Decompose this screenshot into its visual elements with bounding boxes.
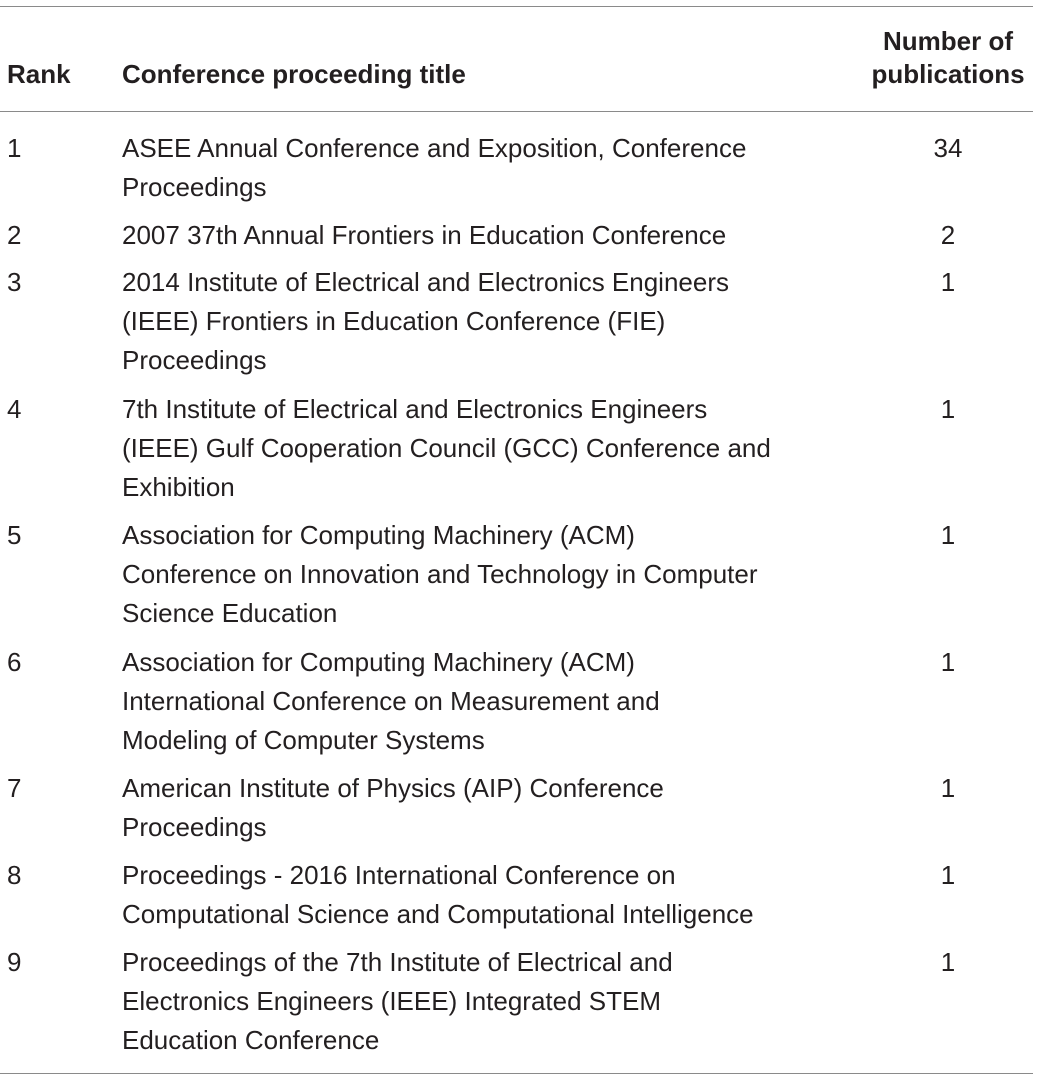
header-count-line-2: publications [871,59,1025,89]
title-line: 7th Institute of Electrical and Electronics Engineers [122,394,708,424]
count-cell: 2 [940,220,956,250]
rank-cell: 1 [7,133,22,163]
title-line: Conference on Innovation and Technology in Computer [122,559,758,589]
count-cell: 1 [940,267,956,297]
count-cell: 1 [940,520,956,550]
title-line: Proceedings [122,812,267,842]
table-row [0,129,1039,216]
title-line: 2014 Institute of Electrical and Electronics Engineers [122,267,730,297]
title-line: Proceedings of the 7th Institute of Electrical and [122,947,673,977]
count-cell: 1 [940,947,956,977]
rank-cell: 9 [7,947,22,977]
table-top-rule [0,6,1033,7]
table-row [0,856,1039,943]
count-cell: 1 [940,773,956,803]
title-line: Association for Computing Machinery (ACM) [122,520,635,550]
title-line: Association for Computing Machinery (ACM) [122,647,635,677]
title-cell [122,769,822,847]
table-header-row [0,24,1039,104]
title-line: Modeling of Computer Systems [122,725,485,755]
title-line: Proceedings [122,345,267,375]
table-row [0,263,1039,390]
title-line: 2007 37th Annual Frontiers in Education Conference [122,220,727,250]
rank-cell: 7 [7,773,22,803]
title-line: Electronics Engineers (IEEE) Integrated STEM [122,986,662,1016]
table-row [0,390,1039,516]
table-bottom-rule [0,1073,1033,1074]
header-number-of-publications [858,25,1038,91]
title-line: Science Education [122,598,338,628]
table-body [0,129,1039,1069]
table-row [0,516,1039,643]
title-line: Exhibition [122,472,235,502]
rank-cell: 6 [7,647,22,677]
count-cell: 1 [940,860,956,890]
rank-cell: 8 [7,860,22,890]
title-line: American Institute of Physics (AIP) Conference [122,773,664,803]
header-rank: Rank [7,59,71,89]
table-row [0,769,1039,856]
title-line: Education Conference [122,1025,380,1055]
table-header-rule [0,111,1033,112]
title-cell [122,129,822,207]
rank-cell: 3 [7,267,22,297]
title-line: (IEEE) Frontiers in Education Conference (FIE) [122,306,666,336]
title-cell [122,390,822,507]
header-count-line-1: Number of [883,26,1013,56]
rank-cell: 5 [7,520,22,550]
title-cell [122,856,822,934]
count-cell: 1 [940,394,956,424]
rank-cell: 4 [7,394,22,424]
header-conference-title: Conference proceeding title [122,59,466,89]
title-cell [122,216,822,255]
title-line: Proceedings [122,172,267,202]
title-line: Computational Science and Computational Intelligence [122,899,754,929]
title-cell [122,943,822,1060]
table-row [0,216,1039,263]
count-cell: 34 [933,133,963,163]
title-line: International Conference on Measurement and [122,686,660,716]
title-cell [122,263,822,380]
count-cell: 1 [940,647,956,677]
title-cell [122,516,822,633]
table-row [0,643,1039,769]
rank-cell: 2 [7,220,22,250]
table-row [0,943,1039,1069]
title-cell [122,643,822,760]
title-line: Proceedings - 2016 International Conference on [122,860,676,890]
title-line: ASEE Annual Conference and Exposition, Conference [122,133,747,163]
title-line: (IEEE) Gulf Cooperation Council (GCC) Conference and [122,433,771,463]
